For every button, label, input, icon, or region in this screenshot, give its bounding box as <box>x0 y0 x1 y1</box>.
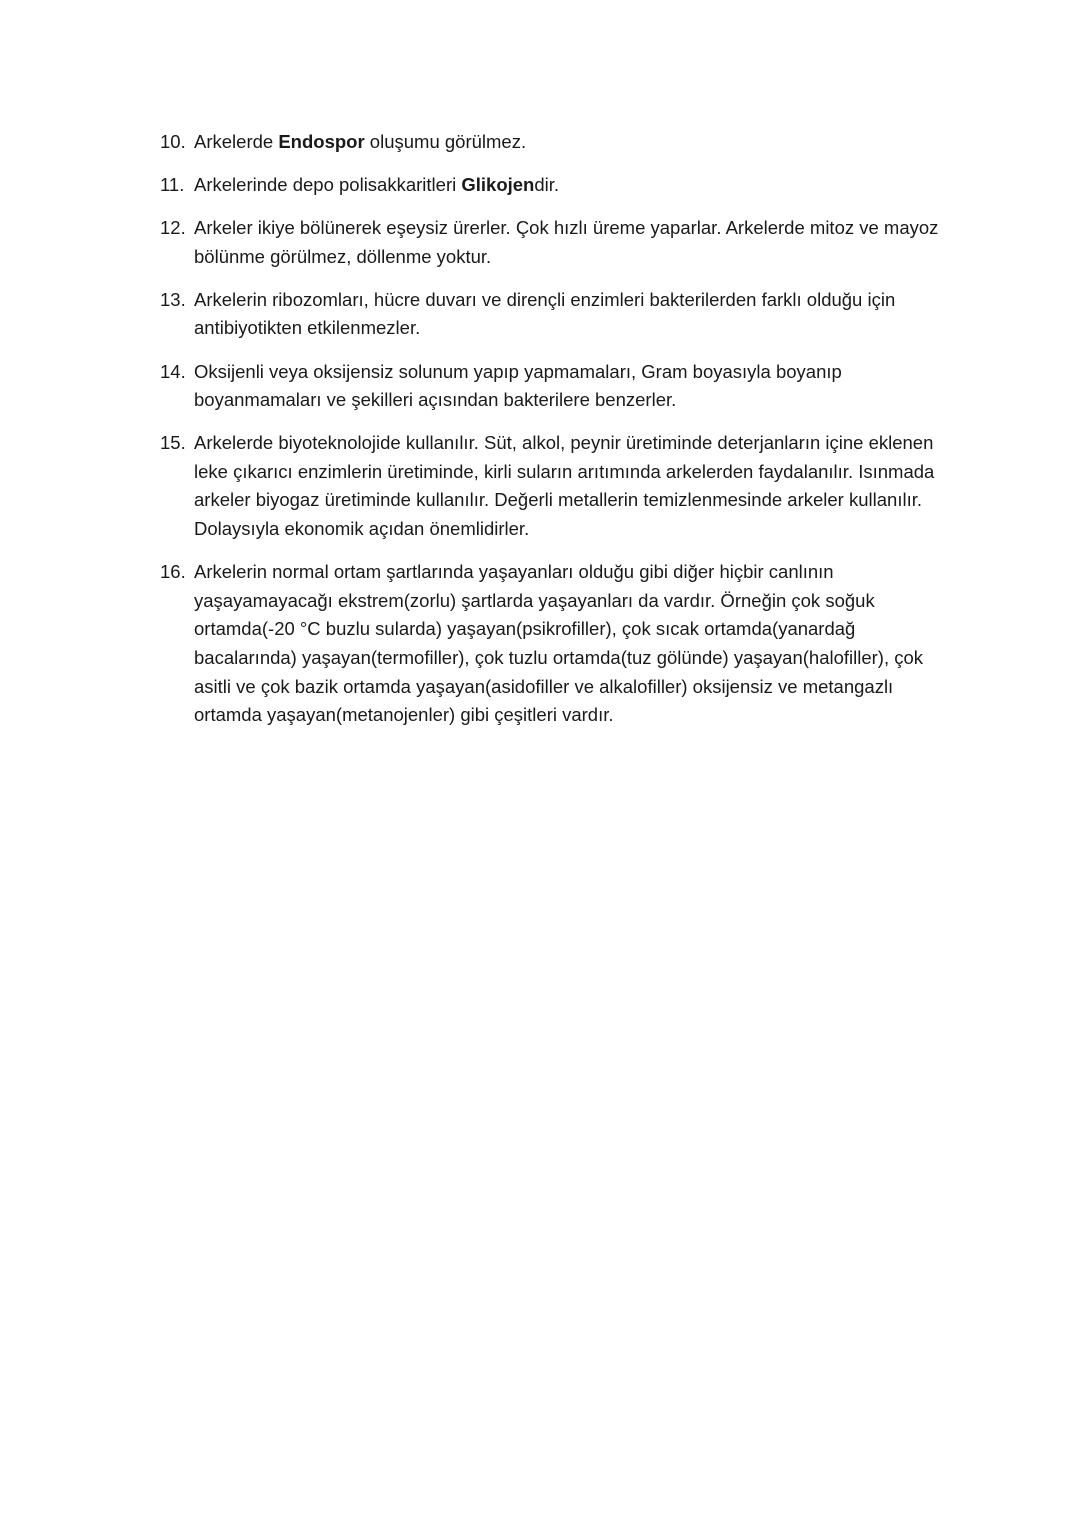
item-number: 16. <box>160 561 186 583</box>
list-item <box>160 171 960 200</box>
list-item <box>160 286 960 343</box>
item-number: 13. <box>160 288 186 310</box>
item-text: Arkelerin normal ortam şartlarında yaşayanları olduğu gibi diğer hiçbir canlının yaşayamayacağı ekstrem(zorlu) şartlarda yaşayanları da vardır. Örneğin çok soğuk ortamda(-20 °C buzlu sularda) yaşayan(psikrofiller), çok sıcak ortamda(yanardağ bacalarında) yaşayan(termofiller), çok tuzlu ortamda(tuz gölünde) yaşayan(halofiller), çok asitli ve çok bazik ortamda yaşayan(asidofiller ve alkalofiller) oksijensiz ve metangazlı ortamda yaşayan(metanojenler) gibi çeşitleri vardır. <box>194 561 924 726</box>
item-text: Oksijenli veya oksijensiz solunum yapıp yapmamaları, Gram boyasıyla boyanıp boyanmamaları ve şekilleri açısından bakterilere benzerler. <box>194 360 842 411</box>
item-text: Arkeler ikiye bölünerek eşeysiz ürerler. Çok hızlı üreme yaparlar. Arkelerde mitoz ve mayoz bölünme görülmez, döllenme yoktur. <box>194 217 939 267</box>
list-item <box>160 429 960 543</box>
item-number: 14. <box>160 360 186 382</box>
item-number: 11. <box>160 174 185 196</box>
item-text: Arkelerinde depo polisakkaritleri Glikojendir. <box>194 174 560 196</box>
list-item <box>160 558 960 730</box>
numbered-list <box>160 128 960 744</box>
item-number: 12. <box>160 217 186 239</box>
list-item <box>160 128 960 157</box>
list-item <box>160 358 960 415</box>
item-number: 15. <box>160 432 186 454</box>
item-text: Arkelerde Endospor oluşumu görülmez. <box>194 131 527 152</box>
item-number: 10. <box>160 131 186 152</box>
list-item <box>160 214 960 271</box>
bold-term: Endospor <box>278 131 365 152</box>
item-text: Arkelerin ribozomları, hücre duvarı ve dirençli enzimleri bakterilerden farklı olduğu için antibiyotikten etkilenmezler. <box>194 288 896 339</box>
item-text: Arkelerde biyoteknolojide kullanılır. Süt, alkol, peynir üretiminde deterjanların içine eklenen leke çıkarıcı enzimlerin üretiminde, kirli suların arıtımında arkelerden faydalanılır. Isınmada arkeler biyogaz üretiminde kullanılır. Değerli metallerin temizlenmesinde arkeler kullanılır. Dolaysıyla ekonomik açıdan önemlidirler. <box>194 432 935 540</box>
bold-term: Glikojen <box>461 174 535 196</box>
